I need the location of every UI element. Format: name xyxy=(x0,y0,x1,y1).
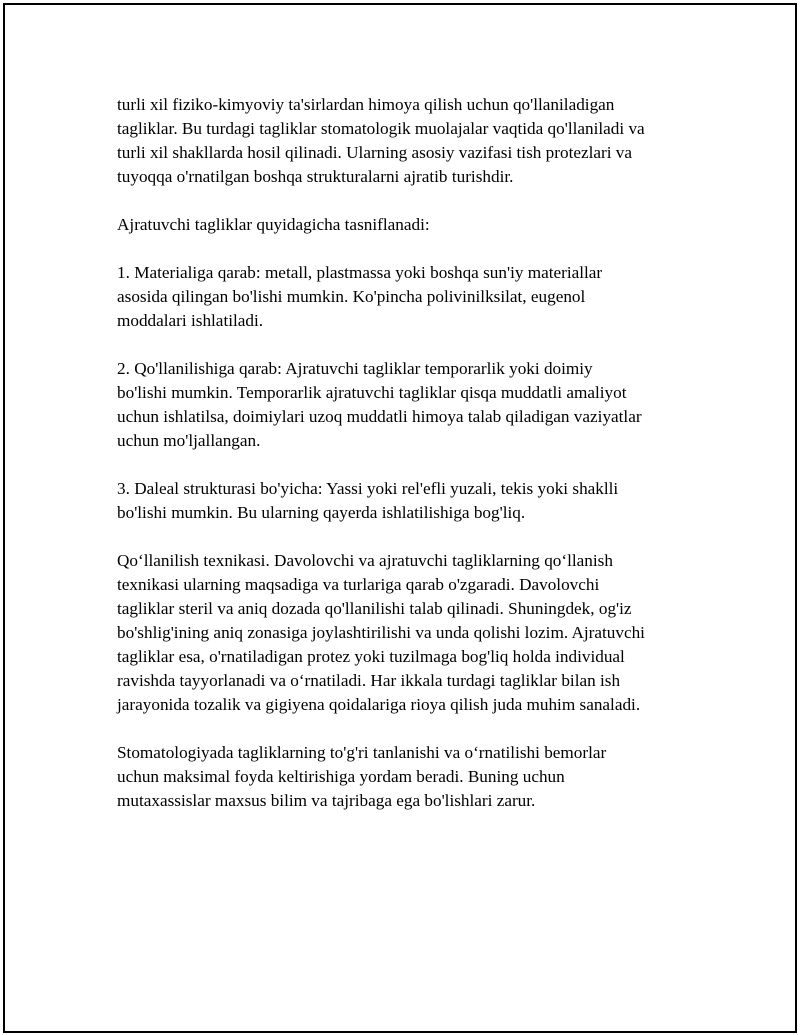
text-line: tagliklar steril va aniq dozada qo'llanilishi talab qilinadi. Shuningdek, og'iz xyxy=(117,599,632,618)
paragraph-item-material xyxy=(117,261,697,333)
text-line: 1. Materialiga qarab: metall, plastmassa yoki boshqa sun'iy materiallar xyxy=(117,263,603,282)
paragraph-item-usage xyxy=(117,357,697,453)
text-line: tuyoqqa o'rnatilgan boshqa strukturalarni ajratib turishdir. xyxy=(117,167,514,186)
document-body xyxy=(117,93,697,837)
text-line: uchun ishlatilsa, doimiylari uzoq muddatli himoya talab qiladigan vaziyatlar xyxy=(117,407,642,426)
text-line: texnikasi ularning maqsadiga va turlariga qarab o'zgaradi. Davolovchi xyxy=(117,575,600,594)
text-line: jarayonida tozalik va gigiyena qoidalariga rioya qilish juda muhim sanaladi. xyxy=(117,695,641,714)
text-line: turli xil fiziko-kimyoviy ta'sirlardan himoya qilish uchun qo'llaniladigan xyxy=(117,95,615,114)
text-line: 3. Daleal strukturasi bo'yicha: Yassi yoki rel'efli yuzali, tekis yoki shaklli xyxy=(117,479,619,498)
text-line: bo'lishi mumkin. Temporarlik ajratuvchi tagliklar qisqa muddatli amaliyot xyxy=(117,383,627,402)
text-line: tagliklar esa, o'rnatiladigan protez yoki tuzilmaga bog'liq holda individual xyxy=(117,647,625,666)
text-line: turli xil shakllarda hosil qilinadi. Ularning asosiy vazifasi tish protezlari va xyxy=(117,143,633,162)
paragraph-technique xyxy=(117,549,697,717)
text-line: Qo‘llanilish texnikasi. Davolovchi va ajratuvchi tagliklarning qo‘llanish xyxy=(117,551,613,570)
text-line: mutaxassislar maxsus bilim va tajribaga ega bo'lishlari zarur. xyxy=(117,791,536,810)
text-line: Ajratuvchi tagliklar quyidagicha tasniflanadi: xyxy=(117,215,430,234)
text-line: Stomatologiyada tagliklarning to'g'ri tanlanishi va o‘rnatilishi bemorlar xyxy=(117,743,607,762)
paragraph-conclusion xyxy=(117,741,697,813)
text-line: tagliklar. Bu turdagi tagliklar stomatologik muolajalar vaqtida qo'llaniladi va xyxy=(117,119,645,138)
text-line: bo'lishi mumkin. Bu ularning qayerda ishlatilishiga bog'liq. xyxy=(117,503,526,522)
text-line: asosida qilingan bo'lishi mumkin. Ko'pincha polivinilksilat, eugenol xyxy=(117,287,586,306)
text-line: ravishda tayyorlanadi va o‘rnatiladi. Har ikkala turdagi tagliklar bilan ish xyxy=(117,671,621,690)
text-line: bo'shlig'ining aniq zonasiga joylashtirilishi va unda qolishi lozim. Ajratuvchi xyxy=(117,623,645,642)
paragraph-intro-continuation xyxy=(117,93,697,189)
paragraph-item-structure xyxy=(117,477,697,525)
text-line: uchun maksimal foyda keltirishiga yordam beradi. Buning uchun xyxy=(117,767,565,786)
text-line: moddalari ishlatiladi. xyxy=(117,311,264,330)
text-line: 2. Qo'llanilishiga qarab: Ajratuvchi tagliklar temporarlik yoki doimiy xyxy=(117,359,593,378)
text-line: uchun mo'ljallangan. xyxy=(117,431,261,450)
paragraph-classification-heading xyxy=(117,213,697,237)
